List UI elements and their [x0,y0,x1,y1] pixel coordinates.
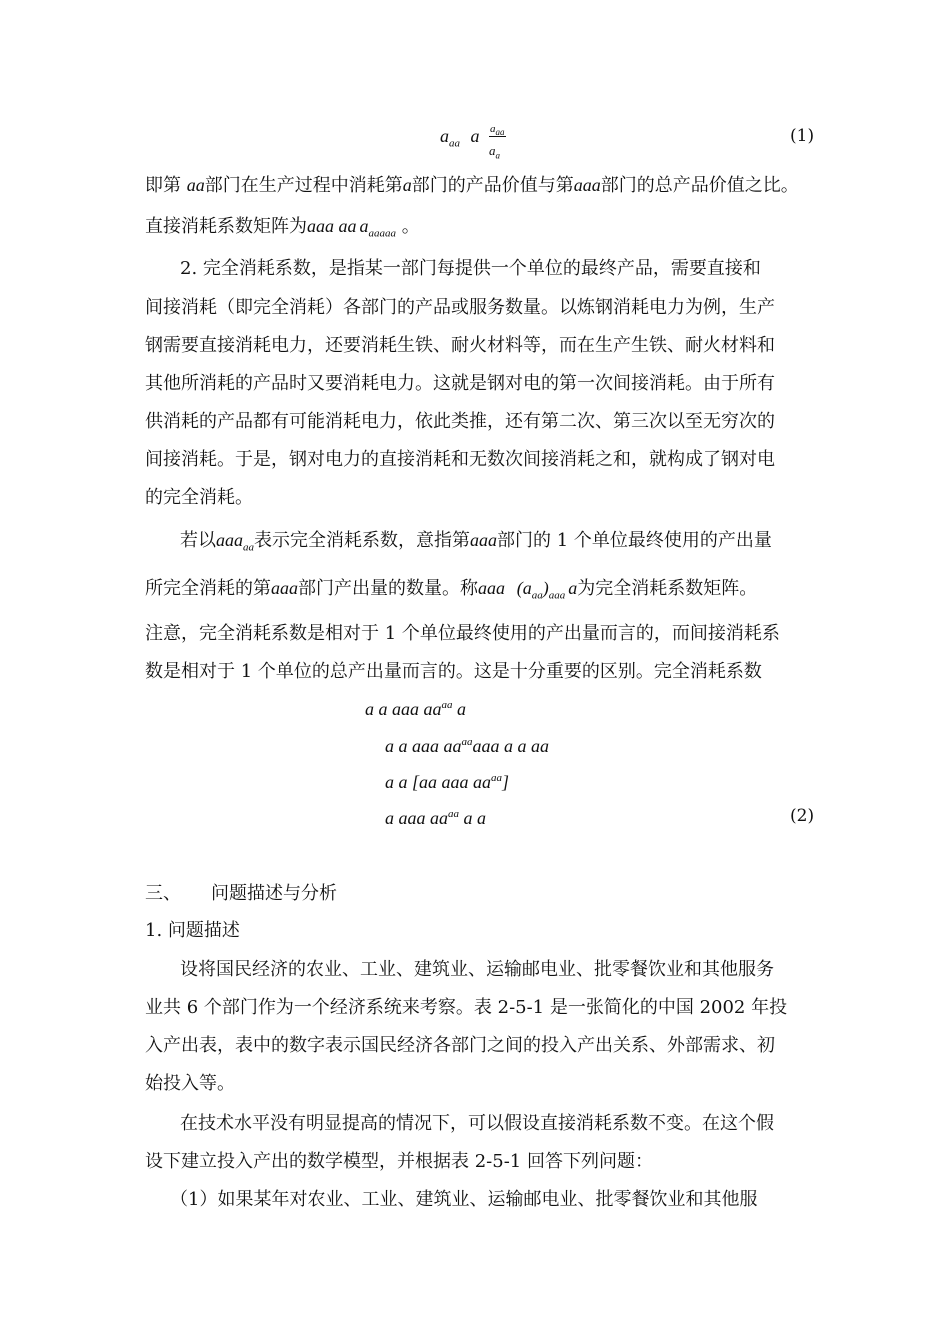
eq2-row-3: a a [aa aaa $aa^{aa}$] [385,772,510,792]
eq2-row-2: a a aaa $aa^{aa}aaa$ a a aa [385,736,549,756]
p4-line-2: 业共 6 个部门作为一个经济系统来考察。表 2-5-1 是一张简化的中国 2002 年投 [145,997,788,1018]
p1-line-1: 即第 aa部门在生产过程中消耗第a部门的产品价值与第aaa部门的总产品价值之比。 [145,175,799,196]
eq1-mid: a [470,126,480,146]
eq1-frac-numerator: $a_{aa}$ [490,123,505,138]
p2-line-6: 间接消耗。于是，钢对电力的直接消耗和无数次间接消耗之和，就构成了钢对电 [145,449,775,470]
eq2-row-4: a aaa $aa^{aa}$ a a [385,808,486,828]
p6-line-1: （1）如果某年对农业、工业、建筑业、运输邮电业、批零餐饮业和其他服 [170,1189,758,1210]
p2-line-1: 2. 完全消耗系数，是指某一部门每提供一个单位的最终产品，需要直接和 [180,258,761,279]
p5-line-2: 设下建立投入产出的数学模型，并根据表 2-5-1 回答下列问题： [145,1151,653,1172]
p3-line-3: 注意，完全消耗系数是相对于 1 个单位最终使用的产出量而言的，而间接消耗系 [145,623,780,644]
p2-line-7: 的完全消耗。 [145,487,253,508]
eq1-frac-denominator: $a_a$ [489,143,500,161]
eq1-lhs-sub: aa [449,137,460,150]
p2-line-3: 钢需要直接消耗电力，还要消耗生铁、耐火材料等，而在生产生铁、耐火材料和 [145,335,775,356]
p2-line-4: 其他所消耗的产品时又要消耗电力。这就是钢对电的第一次间接消耗。由于所有 [145,373,775,394]
eq2-number: (2) [790,806,815,826]
p4-line-4: 始投入等。 [145,1073,235,1094]
p3-line-2: 所完全消耗的第aaa部门产出量的数量。称aaa $(a_{aa})_{aaa}$ a为完全消耗系数矩阵。 [145,578,758,602]
equation-1 [440,124,480,148]
p2-line-2: 间接消耗（即完全消耗）各部门的产品或服务数量。以炼钢消耗电力为例，生产 [145,297,775,318]
p1-line-2: 直接消耗系数矩阵为aaa aa $a_{aaaaa}$ 。 [145,216,420,240]
p3-line-1: 若以aaa$_{aa}$表示完全消耗系数，意指第aaa部门的 1 个单位最终使用的产出量 [180,530,772,554]
p5-line-1: 在技术水平没有明显提高的情况下，可以假设直接消耗系数不变。在这个假 [180,1113,774,1134]
p4-line-1: 设将国民经济的农业、工业、建筑业、运输邮电业、批零餐饮业和其他服务 [180,959,774,980]
eq1-number: (1) [790,126,815,146]
section-3-heading: 三、 问题描述与分析 [145,883,337,904]
p4-line-3: 入产出表，表中的数字表示国民经济各部门之间的投入产出关系、外部需求、初 [145,1035,775,1056]
eq1-lhs: a [440,126,449,146]
p2-line-5: 供消耗的产品都有可能消耗电力，依此类推，还有第二次、第三次以至无穷次的 [145,411,775,432]
section-3-subheading-1: 1. 问题描述 [145,920,240,941]
eq2-row-1: a a aaa $aa^{aa}$ a [365,699,466,719]
p3-line-4: 数是相对于 1 个单位的总产出量而言的。这是十分重要的区别。完全消耗系数 [145,661,762,682]
